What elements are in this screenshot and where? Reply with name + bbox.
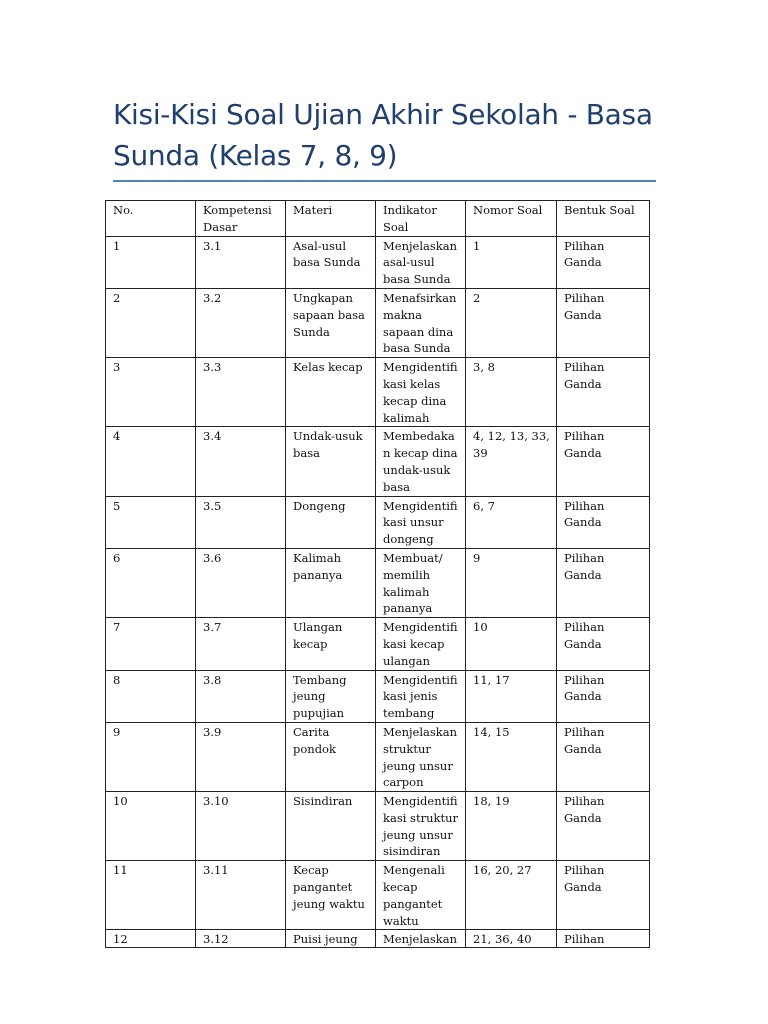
cell-kompetensi-dasar: 3.10 [196,792,286,861]
cell-no: 10 [106,792,196,861]
cell-materi: Ulangan kecap [286,618,376,670]
cell-no: 7 [106,618,196,670]
table-row [106,358,650,427]
cell-materi: Asal-usul basa Sunda [286,236,376,288]
cell-indikator-soal: Mengidentifikasi struktur jeung unsur sisindiran [376,792,466,861]
cell-no: 6 [106,548,196,617]
cell-no: 1 [106,236,196,288]
table-row [106,427,650,496]
cell-kompetensi-dasar: 3.1 [196,236,286,288]
cell-no [106,930,196,948]
table-row [106,236,650,288]
cell-nomor-soal: 4, 12, 13, 33, 39 [466,427,557,496]
cell-no: 2 [106,288,196,357]
cell-bentuk-soal: Pilihan Ganda [557,670,650,722]
cell-materi [286,930,376,948]
cell-indikator-soal: Membuat/ memilih kalimah pananya [376,548,466,617]
cell-no: 3 [106,358,196,427]
cell-indikator-soal-text: Menjelaskan [383,932,458,947]
cell-kompetensi-dasar: 3.4 [196,427,286,496]
cell-nomor-soal-text: 21, 36, 40 [473,932,532,947]
table-row [106,548,650,617]
header-no: No. [106,201,196,237]
cell-no-text: 12 [113,932,128,947]
header-indikator-soal: Indikator Soal [376,201,466,237]
cell-nomor-soal: 2 [466,288,557,357]
cell-no: 8 [106,670,196,722]
cell-bentuk-soal [557,930,650,948]
cell-kompetensi-dasar: 3.8 [196,670,286,722]
cell-materi: Kalimah pananya [286,548,376,617]
table-row [106,288,650,357]
cell-kompetensi-dasar: 3.3 [196,358,286,427]
table-row [106,792,650,861]
cell-kompetensi-dasar: 3.7 [196,618,286,670]
table-row-partial [106,930,650,948]
cell-no: 9 [106,722,196,791]
table-row [106,496,650,548]
cell-indikator-soal: Mengidentifikasi jenis tembang [376,670,466,722]
cell-indikator-soal: Menjelaskan struktur jeung unsur carpon [376,722,466,791]
cell-bentuk-soal: Pilihan Ganda [557,722,650,791]
cell-nomor-soal: 14, 15 [466,722,557,791]
cell-indikator-soal: Menafsirkan makna sapaan dina basa Sunda [376,288,466,357]
cell-indikator-soal: Membedakan kecap dina undak-usuk basa [376,427,466,496]
table-header-row [106,201,650,237]
header-nomor-soal: Nomor Soal [466,201,557,237]
cell-bentuk-soal: Pilihan Ganda [557,618,650,670]
table-row [106,618,650,670]
cell-materi: Undak-usuk basa [286,427,376,496]
cell-indikator-soal [376,930,466,948]
cell-materi: Carita pondok [286,722,376,791]
cell-materi: Ungkapan sapaan basa Sunda [286,288,376,357]
document-title: Kisi-Kisi Soal Ujian Akhir Sekolah - Basa Sunda (Kelas 7, 8, 9) [113,98,653,172]
header-kompetensi-dasar: Kompetensi Dasar [196,201,286,237]
cell-nomor-soal: 6, 7 [466,496,557,548]
cell-nomor-soal: 16, 20, 27 [466,861,557,930]
cell-bentuk-soal: Pilihan Ganda [557,548,650,617]
cell-bentuk-soal: Pilihan Ganda [557,358,650,427]
cell-nomor-soal: 9 [466,548,557,617]
cell-no: 5 [106,496,196,548]
cell-nomor-soal: 10 [466,618,557,670]
cell-materi: Dongeng [286,496,376,548]
cell-kompetensi-dasar [196,930,286,948]
cell-kompetensi-dasar: 3.9 [196,722,286,791]
table-body [106,236,650,948]
header-bentuk-soal: Bentuk Soal [557,201,650,237]
cell-bentuk-soal-text: Pilihan [564,932,605,947]
cell-nomor-soal: 3, 8 [466,358,557,427]
cell-indikator-soal: Menjelaskan asal-usul basa Sunda [376,236,466,288]
cell-bentuk-soal: Pilihan Ganda [557,288,650,357]
cell-bentuk-soal: Pilihan Ganda [557,427,650,496]
cell-kompetensi-dasar: 3.6 [196,548,286,617]
cell-indikator-soal: Mengidentifikasi unsur dongeng [376,496,466,548]
cell-materi: Kelas kecap [286,358,376,427]
cell-kompetensi-dasar: 3.11 [196,861,286,930]
cell-bentuk-soal: Pilihan Ganda [557,861,650,930]
cell-nomor-soal: 1 [466,236,557,288]
cell-kompetensi-dasar: 3.2 [196,288,286,357]
cell-no: 11 [106,861,196,930]
table-row [106,670,650,722]
cell-indikator-soal: Mengenali kecap pangantet waktu [376,861,466,930]
cell-materi: Tembang jeung pupujian [286,670,376,722]
cell-kompetensi-dasar-text: 3.12 [203,932,229,947]
kisi-kisi-table [105,200,650,948]
cell-no: 4 [106,427,196,496]
cell-indikator-soal: Mengidentifikasi kecap ulangan [376,618,466,670]
header-materi: Materi [286,201,376,237]
cell-nomor-soal [466,930,557,948]
cell-bentuk-soal: Pilihan Ganda [557,792,650,861]
table-row [106,861,650,930]
cell-nomor-soal: 18, 19 [466,792,557,861]
table-row [106,722,650,791]
cell-indikator-soal: Mengidentifikasi kelas kecap dina kalimah [376,358,466,427]
cell-nomor-soal: 11, 17 [466,670,557,722]
cell-materi-text: Puisi jeung [293,932,358,947]
title-underline [113,180,656,182]
cell-kompetensi-dasar: 3.5 [196,496,286,548]
cell-materi: Kecap pangantet jeung waktu [286,861,376,930]
cell-bentuk-soal: Pilihan Ganda [557,496,650,548]
cell-bentuk-soal: Pilihan Ganda [557,236,650,288]
cell-materi: Sisindiran [286,792,376,861]
